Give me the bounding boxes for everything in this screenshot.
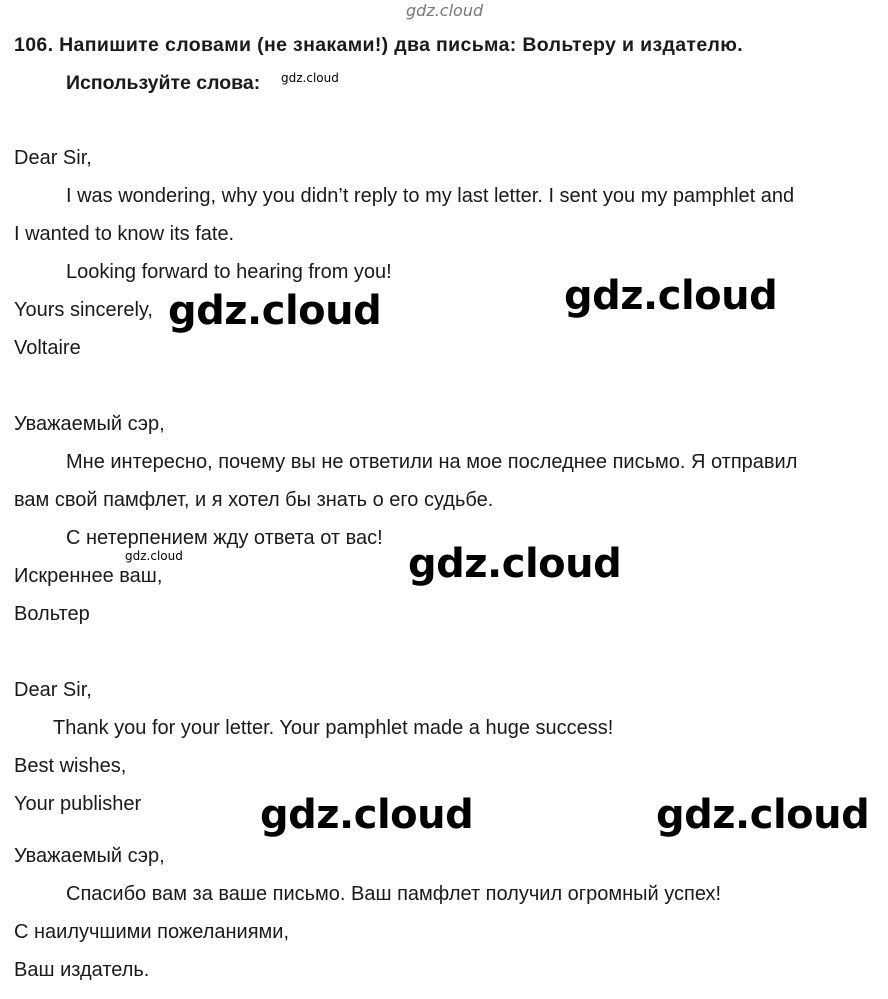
letter2-ru-body-line1: Спасибо вам за ваше письмо. Ваш памфлет получил огромный успех!: [66, 883, 722, 905]
letter2-closing: Best wishes,: [14, 755, 127, 777]
letter1-greeting: Dear Sir,: [14, 147, 92, 169]
letter1-body-line3: Looking forward to hearing from you!: [66, 261, 392, 283]
letter2-greeting: Dear Sir,: [14, 679, 92, 701]
letter1-ru-body-line3: С нетерпением жду ответа от вас!: [66, 527, 383, 549]
watermark-large-1: gdz.cloud: [168, 288, 382, 334]
letter1-ru-closing: Искреннее ваш,: [14, 565, 163, 587]
letter2-ru-closing: С наилучшими пожеланиями,: [14, 921, 290, 943]
letter1-body-line1: I was wondering, why you didn’t reply to my last letter. I sent you my pamphlet and: [66, 185, 795, 207]
task-heading-line1: 106. Напишите словами (не знаками!) два письма: Вольтеру и издателю.: [14, 34, 744, 56]
letter1-signature: Voltaire: [14, 337, 81, 359]
letter2-ru-greeting: Уважаемый сэр,: [14, 845, 165, 867]
letter1-body-line2: I wanted to know its fate.: [14, 223, 235, 245]
watermark-large-4: gdz.cloud: [260, 792, 474, 838]
watermark-top: gdz.cloud: [406, 1, 484, 20]
letter1-closing: Yours sincerely,: [14, 299, 153, 321]
letter1-ru-greeting: Уважаемый сэр,: [14, 413, 165, 435]
letter1-ru-body-line2: вам свой памфлет, и я хотел бы знать о его судьбе.: [14, 489, 494, 511]
watermark-small-2: gdz.cloud: [125, 549, 183, 563]
watermark-large-3: gdz.cloud: [408, 541, 622, 587]
letter1-ru-signature: Вольтер: [14, 603, 90, 625]
watermark-small-1: gdz.cloud: [281, 71, 339, 85]
letter2-signature: Your publisher: [14, 793, 142, 815]
watermark-large-2: gdz.cloud: [564, 273, 778, 319]
letter2-ru-signature: Ваш издатель.: [14, 959, 150, 981]
task-heading-line2: Используйте слова:: [66, 72, 261, 94]
letter1-ru-body-line1: Мне интересно, почему вы не ответили на мое последнее письмо. Я отправил: [66, 451, 798, 473]
letter2-body-line1: Thank you for your letter. Your pamphlet made a huge success!: [53, 717, 614, 739]
watermark-large-5: gdz.cloud: [656, 792, 870, 838]
